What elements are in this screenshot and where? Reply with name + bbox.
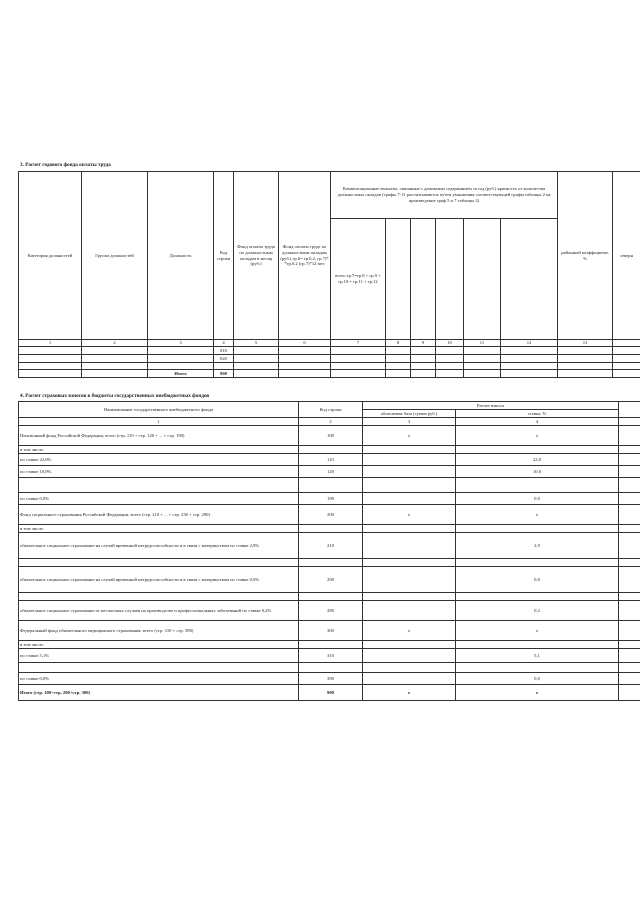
table-row	[19, 478, 640, 493]
fund-name	[19, 593, 299, 601]
total-name: Итого (стр. 100+стр. 200+стр. 300)	[19, 685, 299, 701]
table-row	[19, 601, 640, 621]
fund-rate: 0,0	[456, 493, 619, 505]
total-code: 900	[214, 370, 234, 378]
fund-code: 200	[299, 505, 363, 525]
table-row	[19, 533, 640, 559]
fund-code	[299, 559, 363, 567]
total-code: 900	[299, 685, 363, 701]
header-col8	[386, 219, 411, 340]
fund-rate	[456, 641, 619, 649]
fund-name: по ставке 0,0%	[19, 673, 299, 685]
colnum-8: 8	[386, 340, 411, 347]
colnum-1: 1	[19, 418, 299, 426]
header-fund-month: Фонд оплаты труда по должностным окладам в месяц (руб.)	[234, 172, 279, 340]
contributions-table	[18, 401, 640, 701]
fund-base	[363, 454, 456, 466]
table-row	[19, 673, 640, 685]
table-row	[19, 355, 640, 363]
total-label: Итого	[148, 370, 214, 378]
table-row	[19, 505, 640, 525]
colnum-13: 13	[558, 340, 613, 347]
table-row	[19, 641, 640, 649]
fund-name: по ставке 5,1%	[19, 649, 299, 663]
fund-code: 300	[299, 621, 363, 641]
fund-base	[363, 466, 456, 478]
table-row	[19, 446, 640, 454]
table-row	[19, 454, 640, 466]
colnum-9: 9	[411, 340, 436, 347]
header-total: всего гр.7=гр.8 + гр.9 + гр.10 + гр.11 + гр.12	[331, 219, 386, 340]
fund-base: x	[363, 426, 456, 446]
fund-code: 280	[299, 601, 363, 621]
fund-rate	[456, 559, 619, 567]
fund-code: 110	[299, 454, 363, 466]
header-fund-year: Фонд оплаты труда по должностным окладам (руб.) гр.6= гр.6.2, гр.7)* *гр.6.2 (гр.7)*12 мес	[279, 172, 331, 340]
fund-name: Федеральный фонд обязательного медицинского страхования, всего (стр. 310 + стр. 390)	[19, 621, 299, 641]
fund-rate: 5,1	[456, 649, 619, 663]
fund-rate: 0,0	[456, 567, 619, 593]
colnum-2: 2	[299, 418, 363, 426]
fund-name: по ставке 10,0%	[19, 466, 299, 478]
fund-base	[363, 601, 456, 621]
colnum-12: 12	[501, 340, 558, 347]
row-code: 020	[214, 355, 234, 363]
fund-rate	[456, 593, 619, 601]
fund-code	[299, 525, 363, 533]
total-row	[19, 370, 640, 378]
fund-base	[363, 593, 456, 601]
fund-rate: x	[456, 505, 619, 525]
total-row	[19, 685, 640, 701]
fund-rate: 2,9	[456, 533, 619, 559]
fund-code: 310	[299, 649, 363, 663]
fund-name: обязательное социальное страхование на случай временной нетрудоспособности и в связи с материнством по ставке 2,9%	[19, 533, 299, 559]
colnum-14	[613, 340, 640, 347]
fund-name: Фонд социального страхования Российской Федерации, всего (стр. 210 + ... + стр. 230 + стр. 290)	[19, 505, 299, 525]
header-compensation: Компенсационные выплаты, связанные с денежным содержанием за год (руб.) кратность от количества должностных окладов (графы 7-11 рассчитываются путем умножения соответствующей графы таблицы 2 на произведение граф 5 и 7 таблицы 2)	[331, 172, 558, 219]
colnum-3: 3	[363, 418, 456, 426]
fund-rate: 22,0	[456, 454, 619, 466]
table-row	[19, 347, 640, 355]
table-row	[19, 621, 640, 641]
colnum-7: 7	[331, 340, 386, 347]
fund-name: по ставке 0,0%	[19, 493, 299, 505]
section4-title: 4. Расчет страховых взносов в бюджеты государственных внебюджетных фондов	[20, 393, 210, 399]
fund-rate	[456, 525, 619, 533]
colnum-1: 1	[19, 340, 82, 347]
table-row	[19, 649, 640, 663]
table-row	[19, 426, 640, 446]
fund-name: Пенсионный фонд Российской Федерации, всего (стр. 110 + стр. 120 + ... + стр. 190)	[19, 426, 299, 446]
header-col9	[411, 219, 436, 340]
header-fund-name: Наименование государственного внебюджетного фонда	[19, 402, 299, 418]
header-col11	[464, 219, 501, 340]
fund-code: 390	[299, 673, 363, 685]
fund-code: 120	[299, 466, 363, 478]
fund-rate	[456, 478, 619, 493]
fund-rate: 10,0	[456, 466, 619, 478]
header-category: Категория должностей	[19, 172, 82, 340]
fund-code	[299, 593, 363, 601]
fund-base	[363, 525, 456, 533]
colnum-4: 4	[214, 340, 234, 347]
header-north: северн	[613, 172, 640, 340]
header-position: Должность	[148, 172, 214, 340]
fund-base: x	[363, 621, 456, 641]
fund-name: обязательное социальное страхование на случай временной нетрудоспособности и в связи с материнством по ставке 0,0%	[19, 567, 299, 593]
fund-base	[363, 641, 456, 649]
fund-base: x	[363, 505, 456, 525]
colnum-2: 2	[82, 340, 148, 347]
fund-base	[363, 673, 456, 685]
fund-name: в том числе:	[19, 446, 299, 454]
row-code: 010	[214, 347, 234, 355]
fund-code: 190	[299, 493, 363, 505]
header-code: Код строки	[299, 402, 363, 418]
payroll-fund-table	[18, 171, 640, 378]
fund-code: 100	[299, 426, 363, 446]
fund-code	[299, 641, 363, 649]
table-row	[19, 466, 640, 478]
fund-rate: 0,0	[456, 673, 619, 685]
fund-rate: x	[456, 426, 619, 446]
fund-code	[299, 446, 363, 454]
table-row	[19, 559, 640, 567]
header-calc: Расчет взноса	[363, 402, 619, 410]
colnum-5: 5	[234, 340, 279, 347]
fund-name: по ставке 22,0%	[19, 454, 299, 466]
table-row	[19, 663, 640, 673]
fund-rate	[456, 663, 619, 673]
fund-base	[363, 559, 456, 567]
colnum-3: 3	[148, 340, 214, 347]
fund-base	[363, 663, 456, 673]
header-rate: ставка, %	[456, 410, 619, 418]
total-rate: x	[456, 685, 619, 701]
fund-code	[299, 478, 363, 493]
fund-base	[363, 446, 456, 454]
header-col12	[501, 219, 558, 340]
header-group: Группа должностей	[82, 172, 148, 340]
fund-rate: x	[456, 621, 619, 641]
colnum-4: 4	[456, 418, 619, 426]
table-row	[19, 493, 640, 505]
table-row	[19, 525, 640, 533]
fund-rate: 0,2	[456, 601, 619, 621]
fund-code	[299, 663, 363, 673]
total-base: x	[363, 685, 456, 701]
fund-base	[363, 533, 456, 559]
fund-base	[363, 493, 456, 505]
header-code: Код строки	[214, 172, 234, 340]
fund-name	[19, 663, 299, 673]
table-row	[19, 567, 640, 593]
fund-name	[19, 478, 299, 493]
fund-code: 210	[299, 533, 363, 559]
fund-code: 290	[299, 567, 363, 593]
fund-base	[363, 649, 456, 663]
fund-name	[19, 559, 299, 567]
fund-base	[363, 478, 456, 493]
fund-name: обязательное социальное страхование от несчастных случаев на производстве и профессиональных заболеваний по ставке 0,2%	[19, 601, 299, 621]
colnum-10: 10	[436, 340, 464, 347]
table-row	[19, 363, 640, 370]
header-rate: районный коэффициент, %	[558, 172, 613, 340]
section3-title: 3. Расчет годового фонда оплаты труда	[20, 162, 111, 168]
colnum-6: 6	[279, 340, 331, 347]
header-col10	[436, 219, 464, 340]
header-base: облагаемая база (сумма руб.)	[363, 410, 456, 418]
table-row	[19, 593, 640, 601]
fund-base	[363, 567, 456, 593]
fund-rate	[456, 446, 619, 454]
colnum-11: 11	[464, 340, 501, 347]
fund-name: в том числе:	[19, 641, 299, 649]
fund-name: в том числе:	[19, 525, 299, 533]
